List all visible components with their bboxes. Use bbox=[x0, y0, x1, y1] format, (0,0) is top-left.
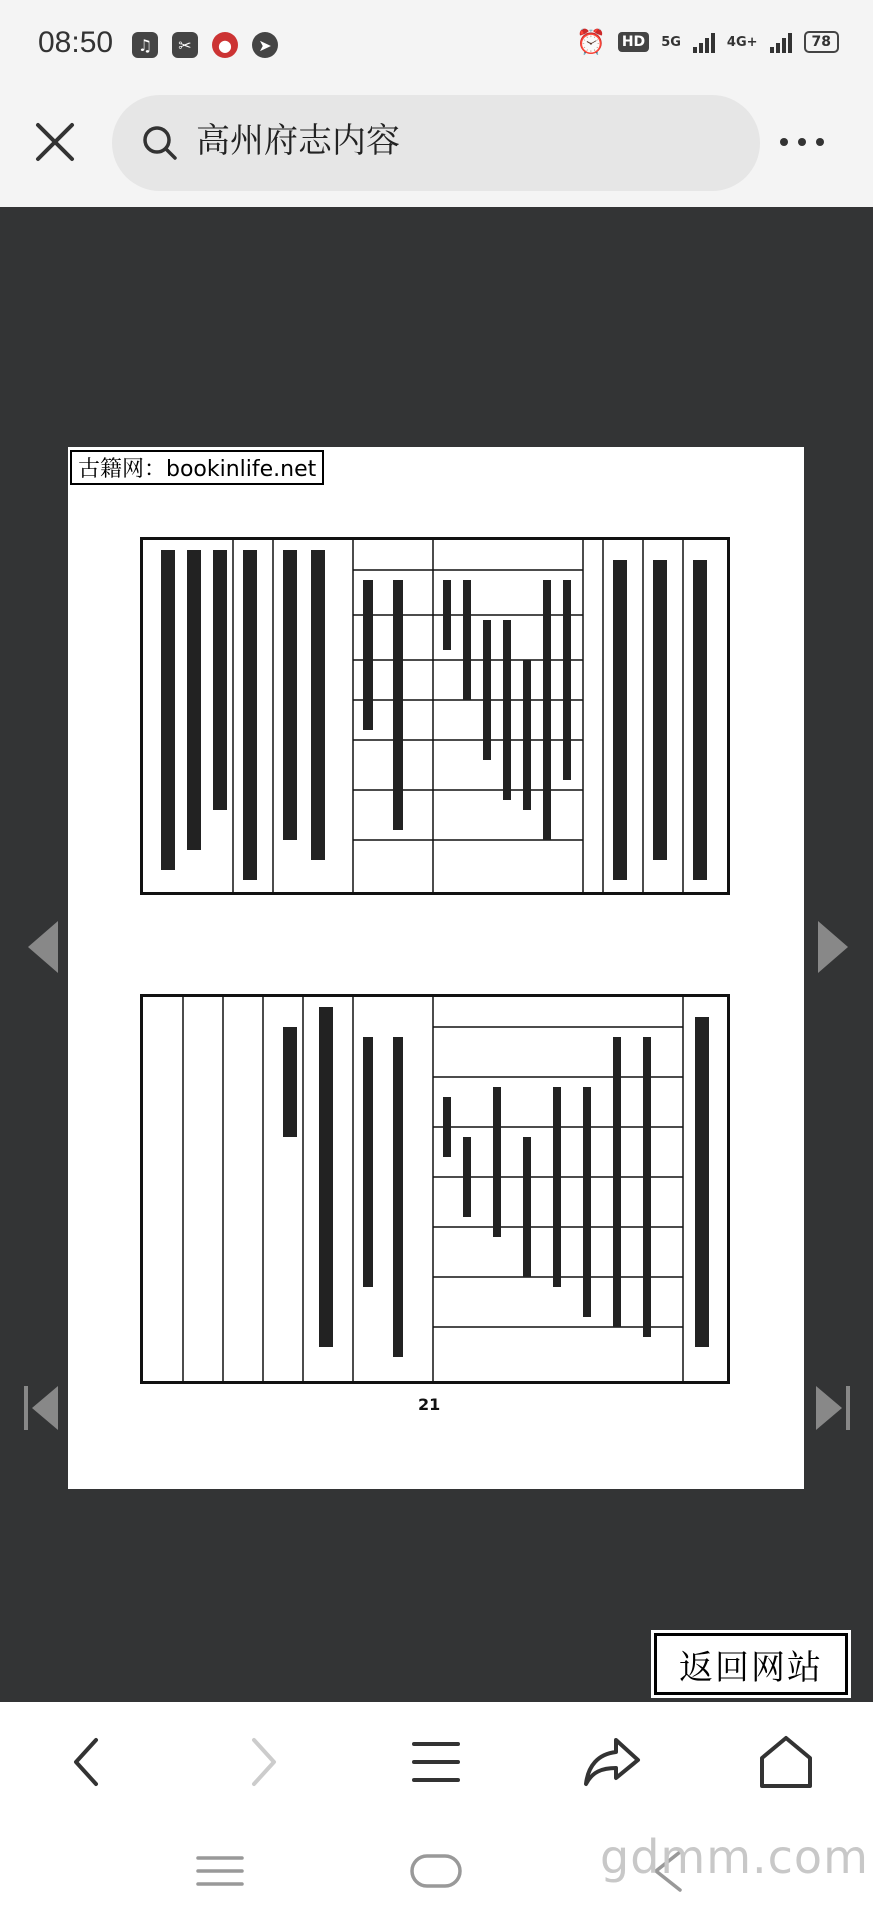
footer-watermark: gdmm.com bbox=[600, 1830, 869, 1884]
top-bar bbox=[0, 92, 873, 207]
more-dot-icon bbox=[798, 138, 806, 146]
status-bar bbox=[0, 0, 873, 92]
browser-toolbar bbox=[0, 1702, 873, 1824]
document-viewer[interactable] bbox=[0, 207, 873, 1702]
search-icon bbox=[140, 123, 180, 163]
last-page-icon[interactable] bbox=[812, 1378, 852, 1438]
scanned-table-upper bbox=[140, 537, 730, 895]
book-page bbox=[68, 447, 804, 1489]
alarm-icon: ⏰ bbox=[575, 28, 606, 56]
hd-badge: HD bbox=[618, 32, 649, 52]
search-bar[interactable] bbox=[112, 95, 760, 191]
location-pin-icon: ● bbox=[212, 32, 238, 58]
signal-5g-label: 5G bbox=[661, 34, 681, 50]
more-dot-icon bbox=[780, 138, 788, 146]
scissors-icon: ✂ bbox=[172, 32, 198, 58]
home-icon[interactable] bbox=[754, 1730, 818, 1794]
watermark-label: 古籍网：bookinlife.net bbox=[70, 450, 324, 485]
signal-bars-icon bbox=[693, 31, 715, 53]
close-button[interactable] bbox=[30, 117, 80, 167]
previous-page-icon[interactable] bbox=[24, 917, 64, 977]
signal-4g-label: 4G+ bbox=[726, 34, 758, 50]
recent-apps-icon[interactable] bbox=[190, 1846, 250, 1896]
status-time: 08:50 bbox=[38, 26, 114, 59]
more-button[interactable] bbox=[780, 130, 836, 154]
scanned-table-lower bbox=[140, 994, 730, 1384]
close-icon bbox=[30, 117, 80, 167]
chevron-right-icon[interactable] bbox=[230, 1730, 294, 1794]
share-icon[interactable] bbox=[580, 1730, 644, 1794]
page-number: 21 bbox=[418, 1395, 441, 1414]
notification-icons bbox=[132, 32, 278, 58]
back-to-site-button[interactable]: 返回网站 bbox=[654, 1633, 848, 1695]
first-page-icon[interactable] bbox=[22, 1378, 62, 1438]
signal-bars-2-icon bbox=[770, 31, 792, 53]
menu-icon[interactable] bbox=[404, 1730, 468, 1794]
next-page-icon[interactable] bbox=[812, 917, 852, 977]
scanned-text-image-upper bbox=[143, 540, 727, 892]
home-system-icon[interactable] bbox=[406, 1846, 466, 1896]
search-input[interactable] bbox=[196, 117, 716, 157]
more-dot-icon bbox=[816, 138, 824, 146]
scanned-text-image-lower bbox=[143, 997, 727, 1381]
battery-icon: 78 bbox=[804, 31, 839, 53]
status-right bbox=[576, 28, 839, 56]
compass-icon: ➤ bbox=[252, 32, 278, 58]
chevron-left-icon[interactable] bbox=[56, 1730, 120, 1794]
music-icon: ♫ bbox=[132, 32, 158, 58]
